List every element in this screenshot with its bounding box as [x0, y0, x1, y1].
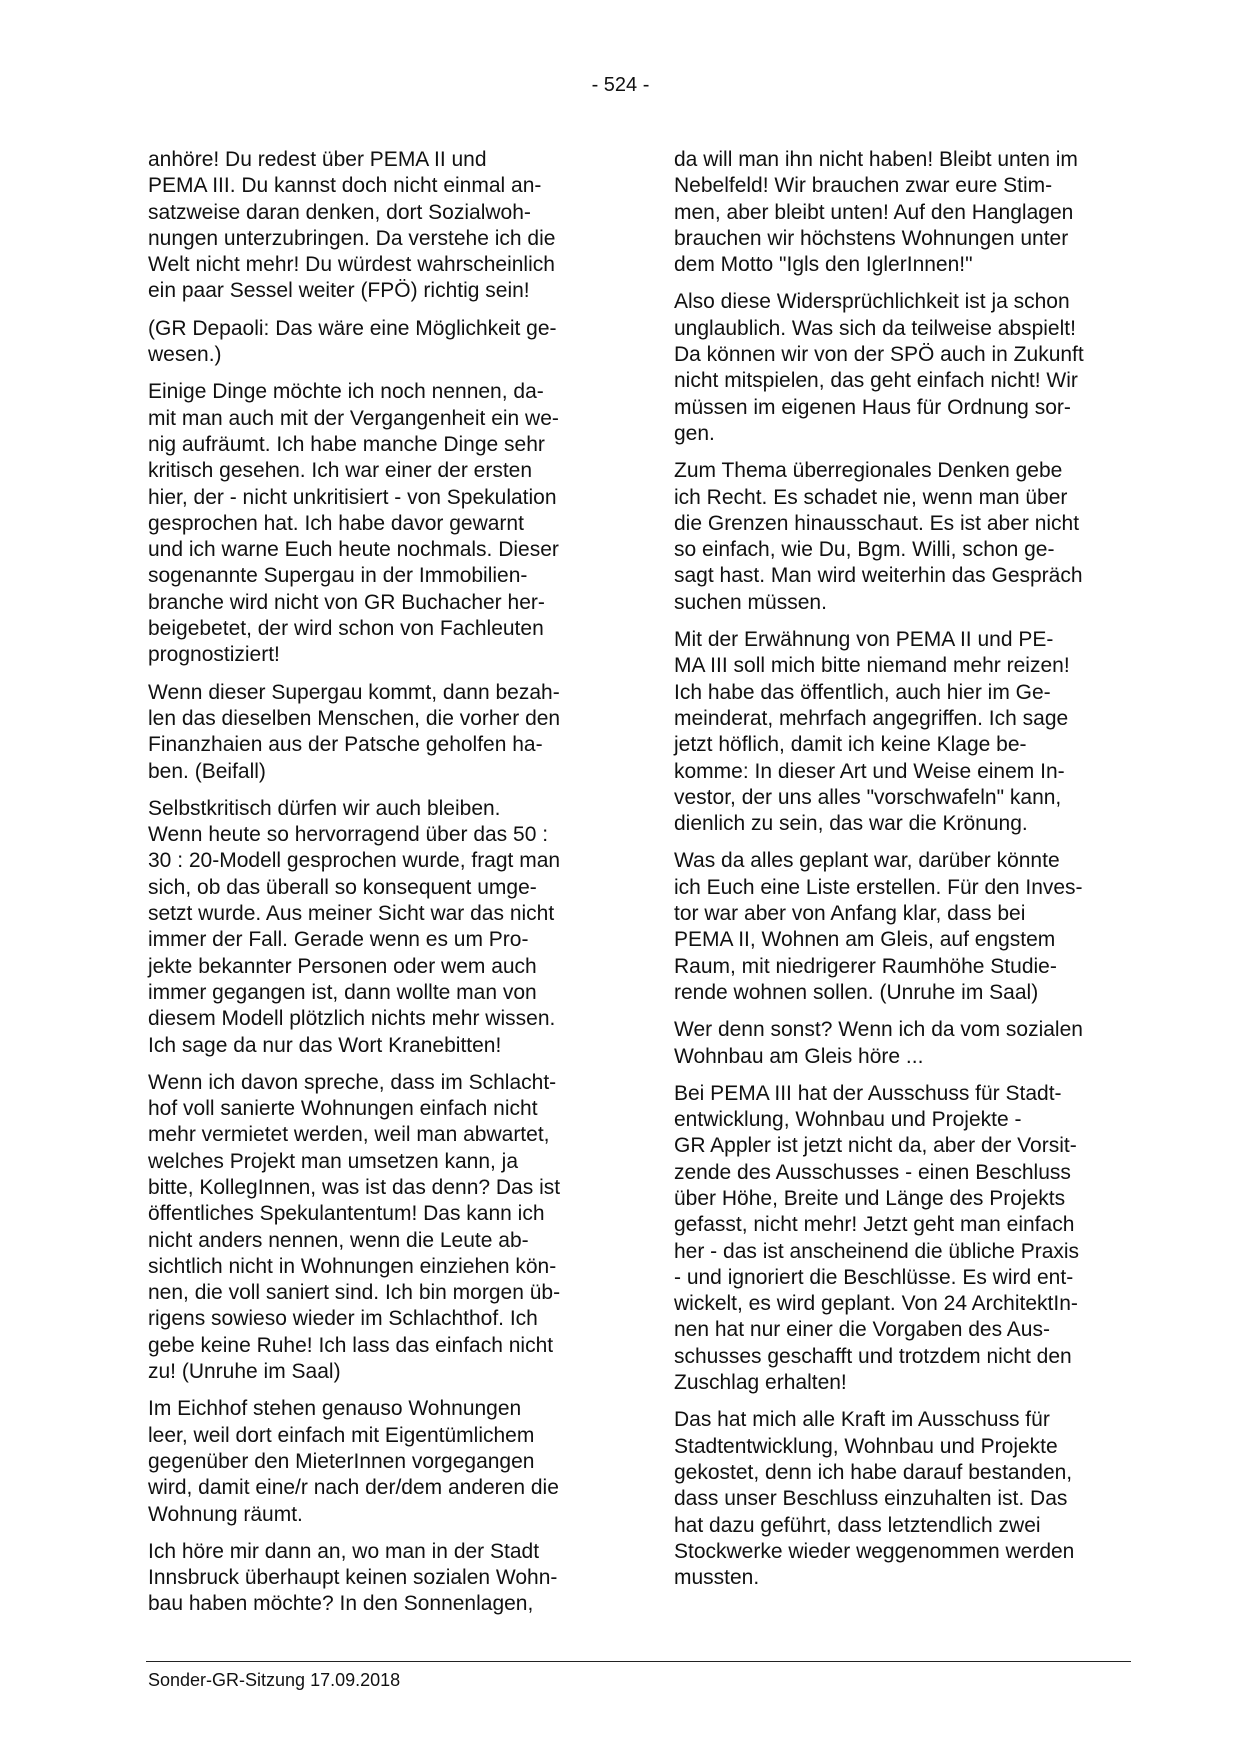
paragraph: Mit der Erwähnung von PEMA II und PE- MA III soll mich bitte niemand mehr reizen! Ich habe das öffentlich, auch hier im Ge- meinderat, mehrfach angegriffen. Ich sage jetzt höflich, damit ich keine Klage be- komme: In dieser Art und Weise einem In- vestor, der uns alles "vorschwafeln" kann, dienlich zu sein, das war die Krönung. — [674, 628, 1070, 836]
paragraph: Bei PEMA III hat der Ausschuss für Stadt- entwicklung, Wohnbau und Projekte - GR Appler ist jetzt nicht da, aber der Vorsit- zende des Ausschusses - einen Beschluss über Höhe, Breite und Länge des Projekts gefasst, nicht mehr! Jetzt geht man einfach her - das ist anscheinend die übliche Praxis - und ignoriert die Beschlüsse. Es wird ent- wickelt, es wird geplant. Von 24 ArchitektIn- nen hat nur einer die Vorgaben des Aus- schusses geschafft und trotzdem nicht den Zuschlag erhalten! — [674, 1081, 1080, 1395]
footer-session-label: Sonder-GR-Sitzung 17.09.2018 — [148, 1670, 401, 1690]
paragraph: da will man ihn nicht haben! Bleibt unten im Nebelfeld! Wir brauchen zwar eure Stim- men, aber bleibt unten! Auf den Hanglagen brauchen wir höchstens Wohnungen unter dem Motto "Igls den IglerInnen!" — [674, 148, 1078, 277]
paragraph: Selbstkritisch dürfen wir auch bleiben. Wenn heute so hervorragend über das 50 : 30 : 20-Modell gesprochen wurde, fragt man sich, ob das überall so konsequent umge- setzt wurde. Aus meiner Sicht war das nicht immer der Fall. Gerade wenn es um Pro- jekte bekannter Personen oder wem auch immer gegangen ist, dann wollte man von diesem Modell plötzlich nichts mehr wissen. Ich sage da nur das Wort Kranebitten! — [148, 796, 561, 1057]
paragraph: Im Eichhof stehen genauso Wohnungen leer, weil dort einfach mit Eigentümlichem gegenüber den MieterInnen vorgegangen wird, damit eine/r nach der/dem anderen die Wohnung räumt. — [148, 1397, 559, 1526]
paragraph: Wer denn sonst? Wenn ich da vom sozialen Wohnbau am Gleis höre ... — [674, 1018, 1083, 1068]
paragraph: Was da alles geplant war, darüber könnte ich Euch eine Liste erstellen. Für den Inves- tor war aber von Anfang klar, dass bei PEMA II, Wohnen am Gleis, auf engstem Raum, mit niedrigerer Raumhöhe Studie- rende wohnen sollen. (Unruhe im Saal) — [674, 849, 1083, 1004]
paragraph: Wenn ich davon spreche, dass im Schlacht- hof voll sanierte Wohnungen einfach nicht mehr vermietet werden, weil man abwartet, welches Projekt man umsetzen kann, ja bitte, KollegInnen, was ist das denn? Das ist öffentliches Spekulantentum! Das kann ich nicht anders nennen, wenn die Leute ab- sichtlich nicht in Wohnungen einziehen kön- nen, die voll saniert sind. Ich bin morgen üb- rigens sowieso wieder im Schlachthof. Ich gebe keine Ruhe! Ich lass das einfach nicht zu! (Unruhe im Saal) — [148, 1070, 561, 1384]
right-column — [674, 147, 1136, 1602]
paragraph: anhöre! Du redest über PEMA II und PEMA III. Du kannst doch nicht einmal an- satzweise daran denken, dort Sozialwoh- nungen unterzubringen. Da verstehe ich die Welt nicht mehr! Du würdest wahrscheinlich ein paar Sessel weiter (FPÖ) richtig sein! — [148, 148, 556, 303]
left-column — [148, 147, 610, 1629]
paragraph: Zum Thema überregionales Denken gebe ich Recht. Es schadet nie, wenn man über die Grenzen hinausschaut. Es ist aber nicht so einfach, wie Du, Bgm. Willi, schon ge- sagt hast. Man wird weiterhin das Gespräch suchen müssen. — [674, 459, 1083, 614]
paragraph: (GR Depaoli: Das wäre eine Möglichkeit ge- wesen.) — [148, 316, 557, 367]
paragraph: Wenn dieser Supergau kommt, dann bezah- len das dieselben Menschen, die vorher den Finanzhaien aus der Patsche geholfen ha- ben. (Beifall) — [148, 680, 561, 783]
footer-divider — [146, 1661, 1131, 1662]
paragraph: Also diese Widersprüchlichkeit ist ja schon unglaublich. Was sich da teilweise abspielt! Da können wir von der SPÖ auch in Zukunft nicht mitspielen, das geht einfach nicht! Wir müssen im eigenen Haus für Ordnung sor- gen. — [674, 290, 1084, 445]
page-number: - 524 - — [591, 74, 650, 96]
paragraph: Einige Dinge möchte ich noch nennen, da- mit man auch mit der Vergangenheit ein we- nig aufräumt. Ich habe manche Dinge sehr kritisch gesehen. Ich war einer der ersten hier, der - nicht unkritisiert - von Spekulation gesprochen hat. Ich habe davor gewarnt und ich warne Euch heute nochmals. Dieser sogenannte Supergau in der Immobilien- branche wird nicht von GR Buchacher her- beigebetet, der wird schon von Fachleuten prognostiziert! — [148, 380, 559, 667]
paragraph: Das hat mich alle Kraft im Ausschuss für Stadtentwicklung, Wohnbau und Projekte gekostet, denn ich habe darauf bestanden, dass unser Beschluss einzuhalten ist. Das hat dazu geführt, dass letztendlich zwei Stockwerke wieder weggenommen werden mussten. — [674, 1408, 1075, 1590]
paragraph: Ich höre mir dann an, wo man in der Stadt Innsbruck überhaupt keinen sozialen Wohn- bau haben möchte? In den Sonnenlagen, — [148, 1539, 558, 1616]
